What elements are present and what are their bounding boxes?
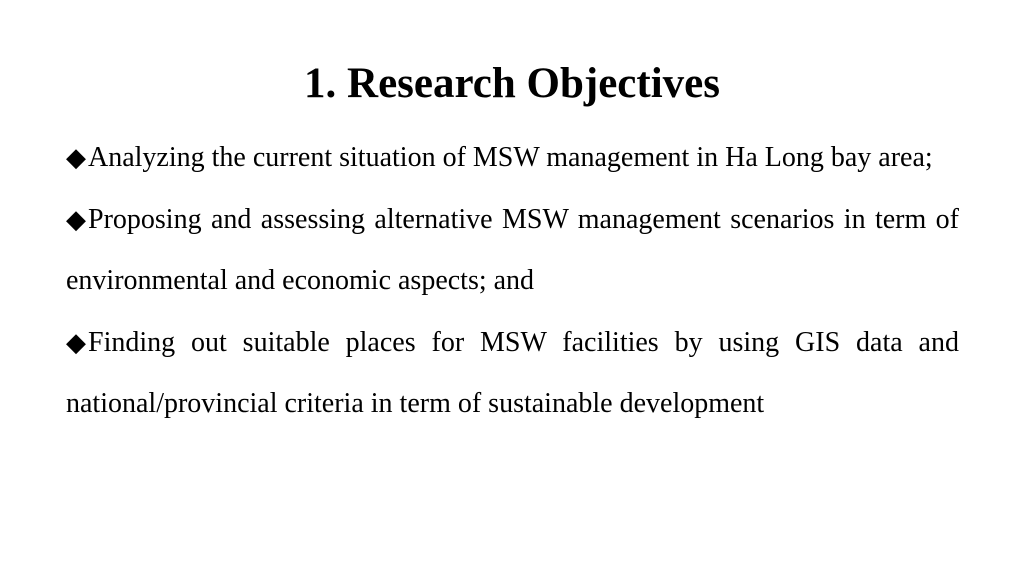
slide-title: 1. Research Objectives xyxy=(304,60,720,107)
list-item xyxy=(66,312,959,435)
list-item-text: Finding out suitable places for MSW facilities by using GIS data and national/provincial criteria in term of sustainable development xyxy=(66,326,959,419)
diamond-icon: ◆ xyxy=(66,204,86,234)
objectives-list xyxy=(66,127,959,435)
list-item xyxy=(66,189,959,312)
diamond-icon: ◆ xyxy=(66,143,86,172)
list-item xyxy=(66,127,959,189)
diamond-icon: ◆ xyxy=(66,327,86,357)
list-item-text: Analyzing the current situation of MSW management in Ha Long bay area; xyxy=(88,142,933,173)
list-item-text: Proposing and assessing alternative MSW management scenarios in term of environmental and economic aspects; and xyxy=(66,203,959,296)
